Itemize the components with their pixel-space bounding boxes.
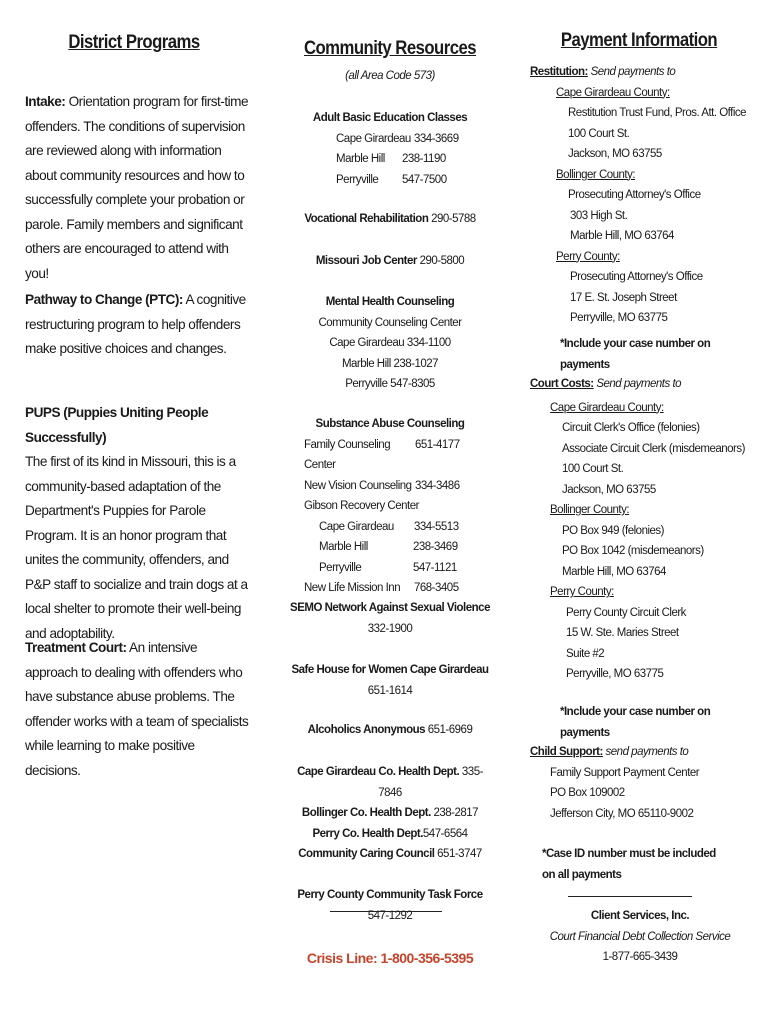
court-costs-section: Court Costs: Send payments to Cape Girardeau County: Circuit Clerk's Office (felonies) Associate Circuit Clerk (misdemeanors) 100 Court St. Jackson, MO 63755 Bollinger County: PO Box 949 (felonies) PO Box 1042 (misdemeanors) Marble Hill, MO 63764 Perry County: Perry County Circuit Clerk 15 W. Ste. Maries Street Suite #2 Perryville, MO 63775 <box>530 378 745 680</box>
abe-title: Adult Basic Education Classes <box>312 112 468 124</box>
court-costs-note: *Include your case number on payments <box>560 706 711 739</box>
intake-text: Orientation program for first-time offenders. The conditions of supervision are reviewed along with information about community resources and how to successfully complete your probation or parole. Family members and significant others are encouraged to attend with you! <box>25 94 249 281</box>
pups-text: The first of its kind in Missouri, this is a community-based adaptation of the Department's Puppies for Parole Program. It is an honor program that unites the community, offenders, and P&P staff to socialize and train dogs at a local shelter to promote their well-being and adoptability. <box>25 454 248 641</box>
mh-title: Mental Health Counseling <box>325 296 455 308</box>
health-departments: Cape Girardeau Co. Health Dept. 335-7846 Bollinger Co. Health Dept. 238-2817 Perry Co. Health Dept.547-6564 <box>297 766 483 840</box>
client-services <box>530 906 750 968</box>
abe-marble-name: Marble Hill <box>336 153 385 165</box>
mh-center: Community Counseling Center <box>318 316 462 329</box>
ptc-label: Pathway to Change (PTC): <box>25 292 183 307</box>
restitution-section: Restitution: Send payments to Cape Girardeau County: Restitution Trust Fund, Pros. Att. Office 100 Court St. Jackson, MO 63755 Bollinger County: Prosecuting Attorney's Office 303 High St. Marble Hill, MO 63764 Perry County: Prosecuting Attorney's Office 17 E. St. Joseph Street Perryville, MO 63775 <box>530 66 747 324</box>
court-costs-label: Court Costs: <box>530 378 594 390</box>
treatment-court-label: Treatment Court: <box>25 640 127 655</box>
missouri-job-center: Missouri Job Center 290-5800 <box>315 255 465 267</box>
pups-label: PUPS (Puppies Uniting People Successfully) <box>25 405 209 445</box>
mental-health-counseling <box>290 292 490 395</box>
treatment-court-text: An intensive approach to dealing with offenders who have substance abuse problems. The offender works with a team of specialists while learning to make positive decisions. <box>25 640 249 778</box>
community-caring-council: Community Caring Council 651-3747 <box>298 848 482 860</box>
abe-cape-phone: 334-3669 <box>414 132 459 145</box>
crisis-line: Crisis Line: 1-800-356-5395 <box>306 950 474 966</box>
adult-basic-education <box>290 108 490 190</box>
payment-information-title: Payment Information <box>560 30 718 51</box>
ptc-text: A cognitive restructuring program to help offenders make positive choices and changes. <box>25 292 246 356</box>
gibson-recovery: Gibson Recovery Center <box>304 500 419 512</box>
restitution-note: *Include your case number on payments <box>560 338 711 371</box>
substance-abuse-counseling: Substance Abuse Counseling Family Counseling Center 651-4177 New Vision Counseling 334-3486 Gibson Recovery Center Cape Girardeau 334-5513 Marble Hill 238-3469 Perryville 547-1121 New Life Mission Inn 768-3405 <box>290 414 490 599</box>
ptc-program <box>25 288 253 362</box>
client-services-name: Client Services, Inc. <box>590 910 690 922</box>
mh-line-marble: Marble Hill 238-1027 <box>341 357 439 370</box>
restitution-label: Restitution: <box>530 66 588 78</box>
community-resources-title: Community Resources <box>303 38 477 59</box>
perry-county-task-force: Perry County Community Task Force 547-1292 <box>297 889 483 922</box>
child-support-note: *Case ID number must be included on all payments <box>542 848 716 881</box>
divider-line <box>330 911 442 912</box>
semo-network: SEMO Network Against Sexual Violence 332-1900 <box>290 602 490 635</box>
pups-program <box>25 401 253 646</box>
safe-house: Safe House for Women Cape Girardeau 651-1614 <box>291 664 489 697</box>
vocational-rehab: Vocational Rehabilitation 290-5788 <box>304 213 476 225</box>
alcoholics-anonymous: Alcoholics Anonymous 651-6969 <box>307 724 473 736</box>
district-programs-title: District Programs <box>68 32 200 53</box>
client-services-phone: 1-877-665-3439 <box>602 951 678 963</box>
mh-line-cape: Cape Girardeau 334-1100 <box>329 337 451 349</box>
abe-perry-phone: 547-7500 <box>402 173 447 186</box>
client-services-sub: Court Financial Debt Collection Service <box>549 930 731 943</box>
child-support-section: Child Support: send payments to Family Support Payment Center PO Box 109002 Jefferson City, MO 65110-9002 <box>530 746 700 820</box>
intake-label: Intake: <box>25 94 66 109</box>
treatment-court-program <box>25 636 253 783</box>
intake-program <box>25 90 253 286</box>
mh-line-perry: Perryville 547-8305 <box>345 378 435 390</box>
sa-title: Substance Abuse Counseling <box>315 418 465 430</box>
abe-cape-name: Cape Girardeau <box>336 132 411 145</box>
divider-line <box>568 896 692 897</box>
area-code-note: (all Area Code 573) <box>345 70 435 82</box>
abe-marble-phone: 238-1190 <box>402 153 446 165</box>
abe-perry-name: Perryville <box>336 173 379 186</box>
child-support-label: Child Support: <box>530 746 603 758</box>
